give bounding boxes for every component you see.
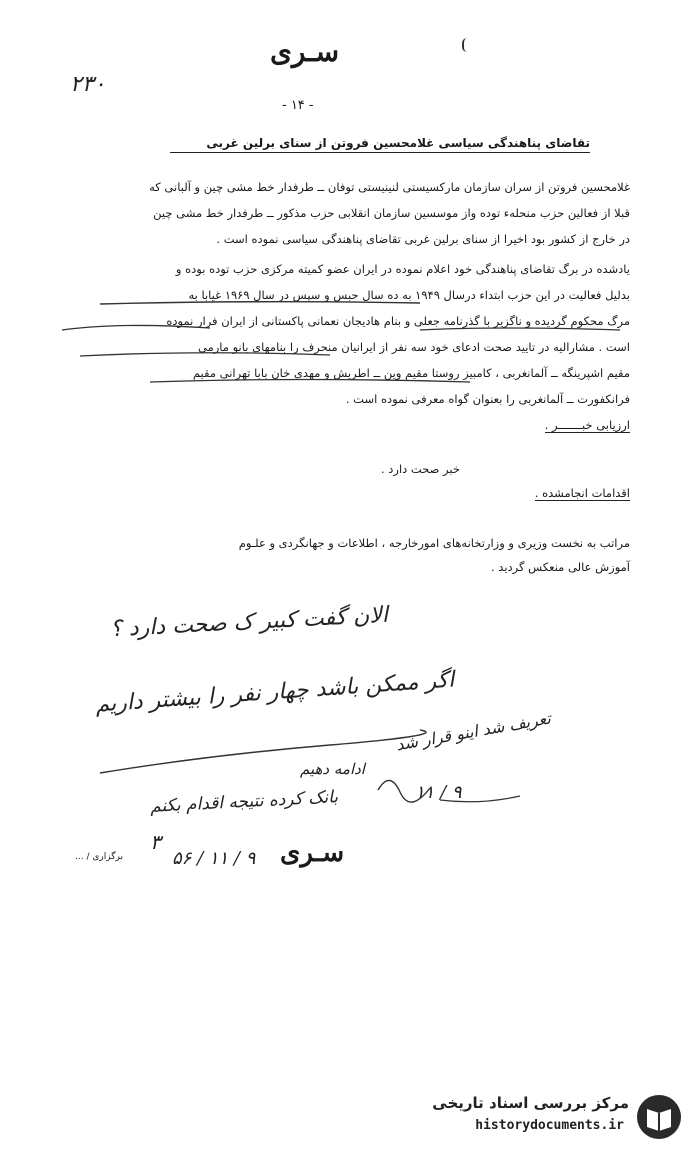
paragraph-2-line: فرانکفورت ــ آلمانغربی را بعنوان گواه معرفی نموده است . [345,392,630,406]
handwritten-note-2: اگر ممکن باشد چهار نفر را بیشتر داریم [94,667,455,718]
handwritten-note-4: بانک کرده نتیجه اقدام بکنم [149,787,339,817]
logo-text-en: historydocuments.ir [475,1118,624,1133]
logo-text-fa: مرکز بررسی اسناد تاریخی [432,1094,629,1112]
handwritten-note-3: ادامه دهیم [300,760,365,778]
page-number: - ۱۴ - [282,98,314,113]
document-title: تقاضای پناهندگی سیاسی غلامحسین فروتن از سنای برلین غربی [170,136,590,153]
paragraph-2-line: بدلیل فعالیت در این حزب ابتداء درسال ۱۹۴۹ به ده سال حبس و سپس در سال ۱۹۶۹ غیابا به [188,288,630,302]
paragraph-2-line: یادشده در برگ تقاضای پناهندگی خود اعلام نموده در ایران عضو کمیته مرکزی حزب توده بوده و [175,262,630,276]
handwritten-note-1: الان گفت کبیر ک صحت دارد ؟ [109,602,389,643]
footer-org-text: برگزاری / ... [75,852,123,862]
classification-header: سـری [270,35,340,68]
paragraph-2-line: است . مشارالیه در تایید صحت ادعای خود سه نفر از ایرانیان منحرف را بنامهای بانو مارمی [198,340,630,354]
paragraph-2-line: مقیم اشپرینگه ــ آلمانغربی ، کامبیز روستا مقیم وین ــ اطریش و مهدی خان بابا تهرانی مقیم [192,366,630,380]
book-logo-icon [636,1094,682,1140]
margin-signature [370,760,530,820]
archive-logo [414,1092,684,1142]
margin-mark [462,38,472,52]
paragraph-1-line: در خارج از کشور بود اخیرا از سنای برلین غربی تقاضای پناهندگی سیاسی نموده است . [216,232,630,246]
actions-line: آموزش عالی منعکس گردید . [491,560,630,574]
paragraph-2-line: مرگ محکوم گردیده و ناگزیر با گذرنامه جعلی و بنام هادیجان نعمانی پاکستانی از ایران فرار نموده [166,314,630,328]
actions-line: مراتب به نخست وزیری و وزارتخانه‌های امورخارجه ، اطلاعات و جهانگردی و علـوم [238,536,630,550]
actions-label: اقدامات انجامشده . [534,486,630,500]
footer-handwritten-number: ۳ [150,830,161,854]
paragraph-1-line: غلامحسین فروتن از سران سازمان مارکسیستی لنینیستی توفان ــ طرفدار خط مشی چین و آلبانی که [149,180,630,194]
handwritten-margin-note: تعریف شد اینو قرار شد [394,708,553,755]
paragraph-1-line: قبلا از فعالین حزب منحله‌ء توده واز موسسین سازمان انقلابی حزب مذکور ــ طرفدار خط مشی چین [153,206,630,220]
footer-handwritten-date: ۹ / ۱۱ / ۵۶ [172,848,256,869]
assessment-label: ارزیابی خبـــــــر . [544,418,630,432]
classification-footer: سـری [280,838,345,868]
handwritten-margin-date: ۹ / ۱۱ [415,782,462,803]
stamp-number: ۲۳۰ [70,72,106,97]
assessment-value: خبر صحت دارد . [380,462,460,476]
